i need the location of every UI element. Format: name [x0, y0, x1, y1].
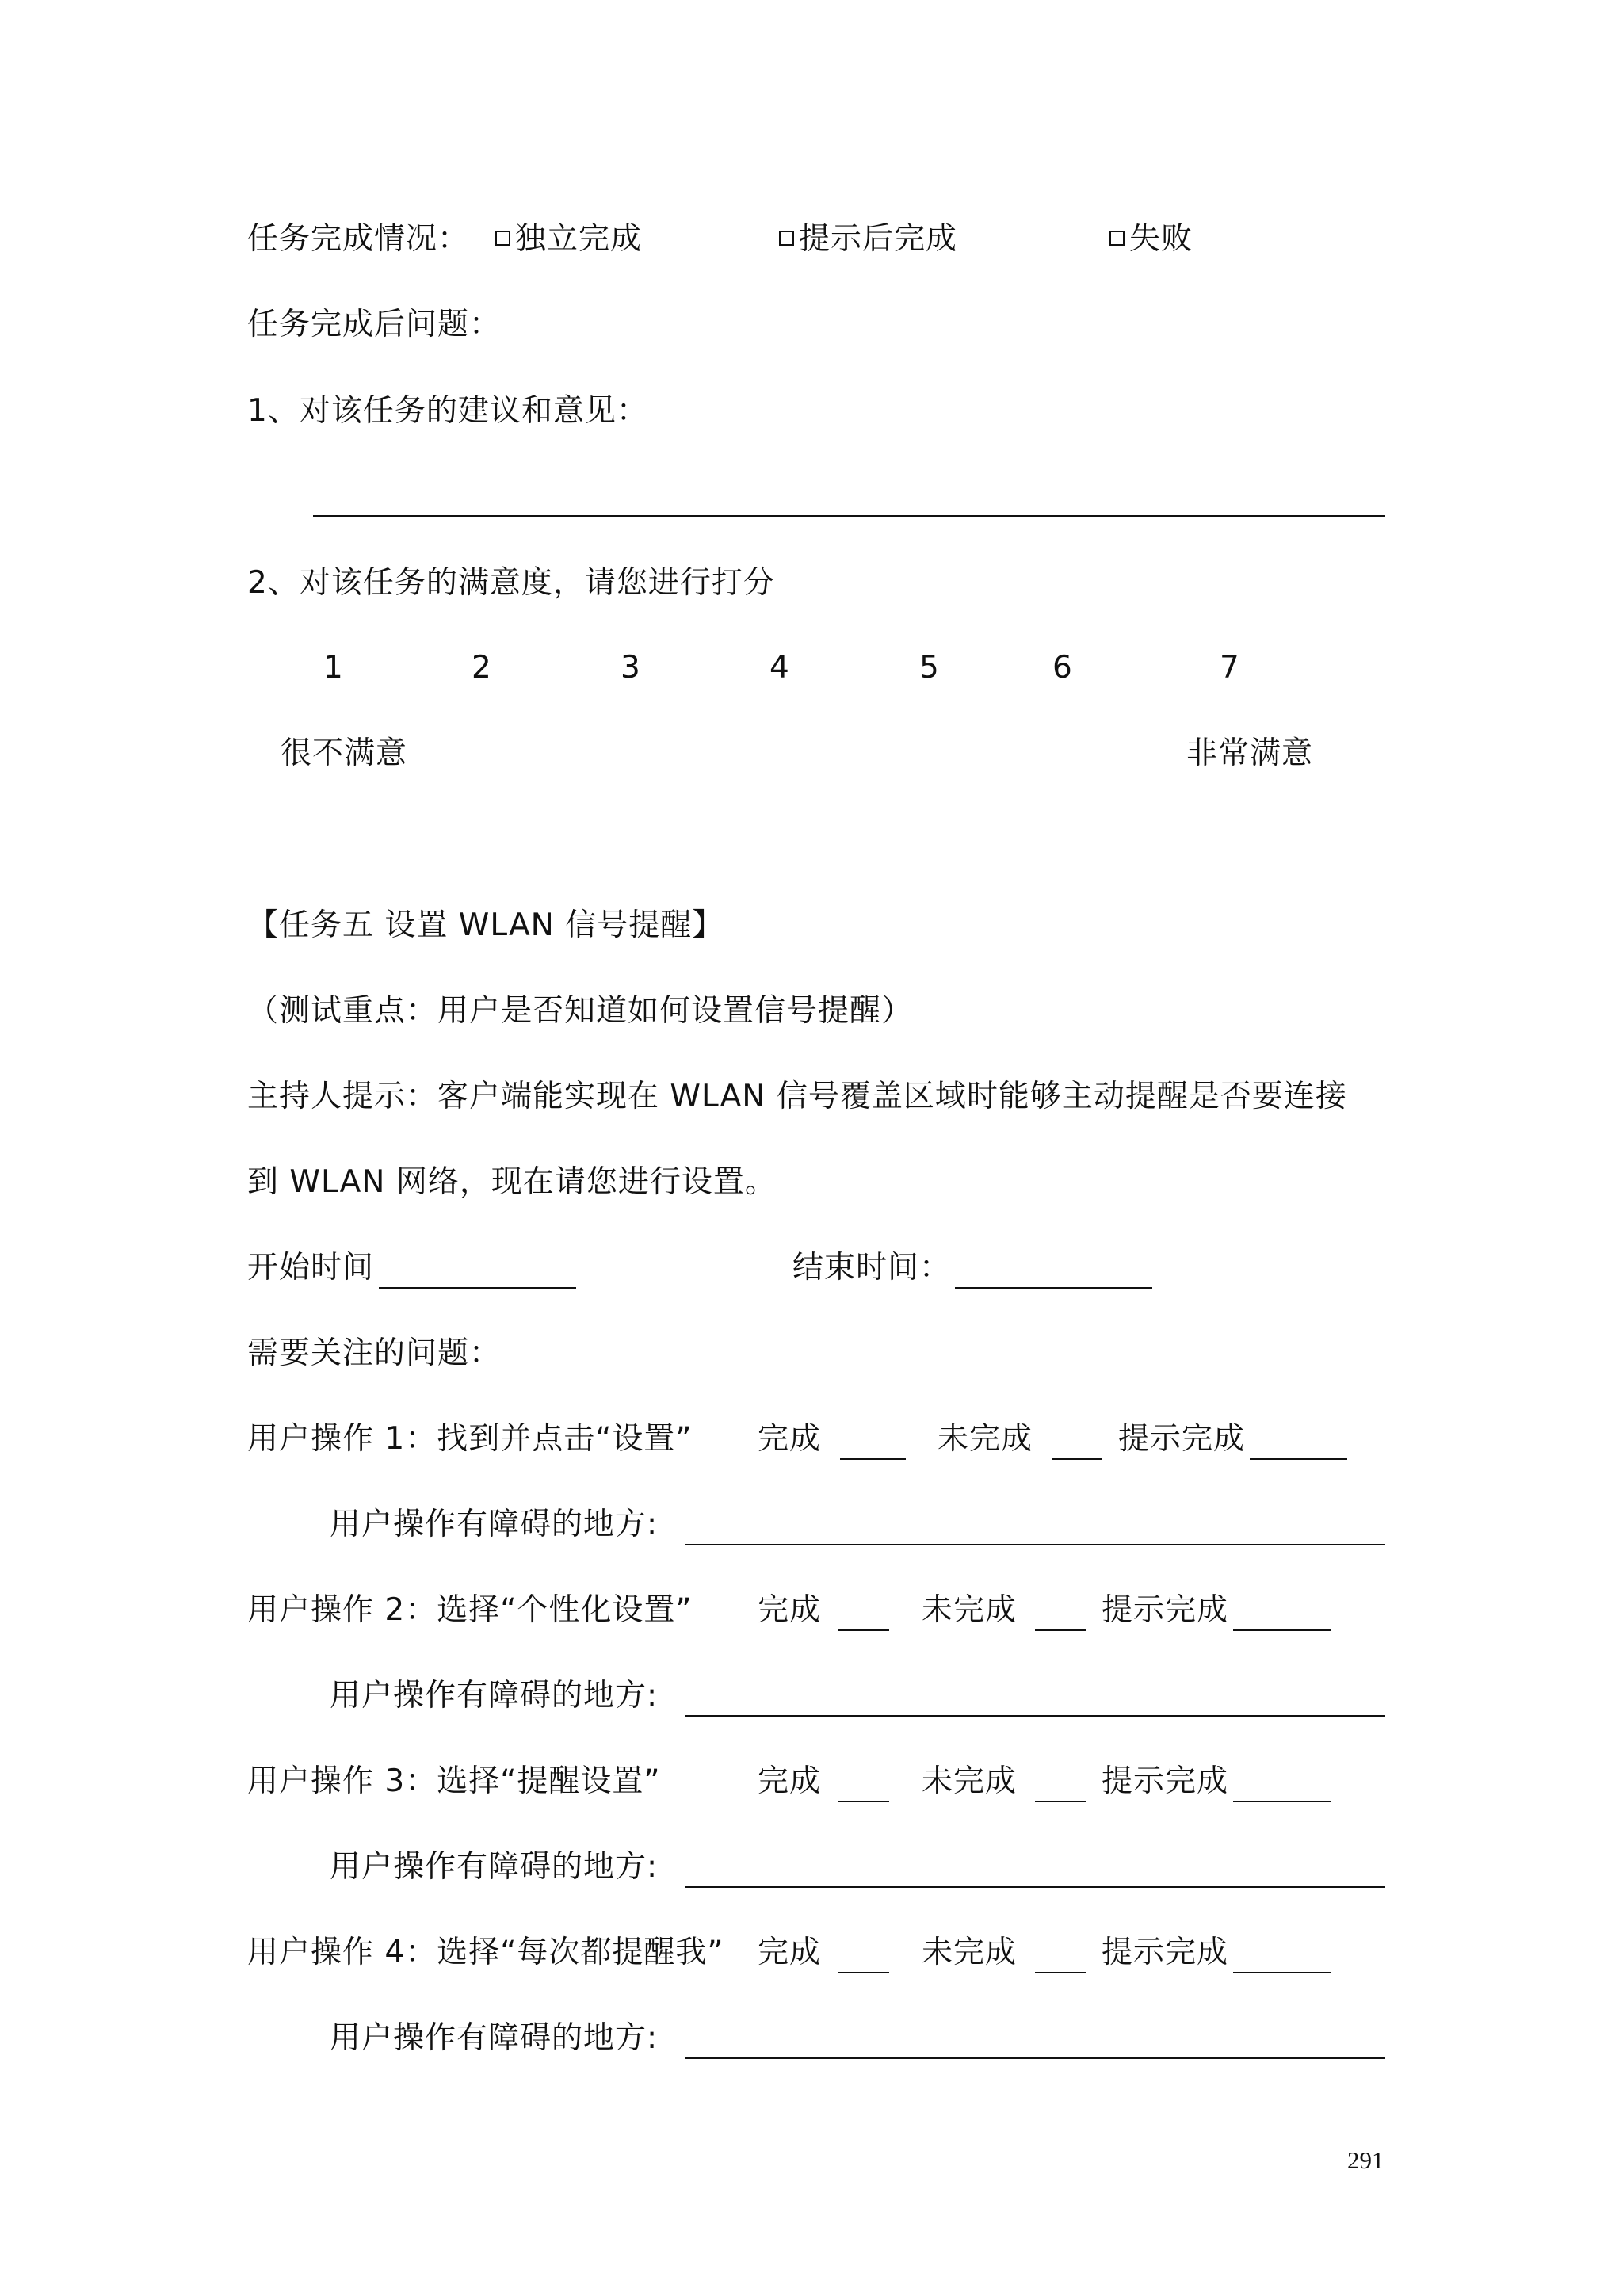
op2-hinted-field[interactable] [1233, 1629, 1331, 1631]
end-time-label: 结束时间： [792, 1250, 952, 1286]
task5-hint-line-2: 到 WLAN 网络，现在请您进行设置。 [247, 1164, 777, 1200]
operation-2-label: 用户操作 2：选择“个性化设置” [247, 1592, 693, 1628]
operation-3-label: 用户操作 3：选择“提醒设置” [247, 1763, 661, 1799]
scale-value-4[interactable]: 4 [769, 650, 790, 686]
attention-heading: 需要关注的问题： [247, 1335, 502, 1371]
op2-not-done-field[interactable] [1035, 1629, 1086, 1631]
operation-1-label: 用户操作 1：找到并点击“设置” [247, 1421, 693, 1457]
scale-value-7[interactable]: 7 [1220, 650, 1240, 686]
scale-low-label: 很不满意 [281, 735, 408, 771]
end-time-field[interactable] [955, 1287, 1152, 1289]
op2-obstacle-field[interactable] [685, 1715, 1385, 1717]
checkbox[interactable] [779, 231, 794, 246]
op1-not-done-label: 未完成 [938, 1421, 1033, 1457]
option-failed[interactable] [1109, 221, 1193, 258]
scale-value-5[interactable]: 5 [919, 650, 940, 686]
op1-obstacle-label: 用户操作有障碍的地方: [330, 1507, 659, 1542]
op1-done-field[interactable] [840, 1458, 906, 1460]
option-label: 独立完成 [515, 221, 643, 257]
op2-done-field[interactable] [838, 1629, 889, 1631]
scale-value-1[interactable]: 1 [323, 650, 344, 686]
op3-hinted-field[interactable] [1233, 1801, 1331, 1802]
op4-obstacle-field[interactable] [685, 2057, 1385, 2059]
task5-title: 【任务五 设置 WLAN 信号提醒】 [247, 907, 724, 943]
op1-hinted-label: 提示完成 [1118, 1421, 1246, 1457]
op4-hinted-label: 提示完成 [1102, 1935, 1229, 1970]
scale-value-2[interactable]: 2 [472, 650, 492, 686]
op4-hinted-field[interactable] [1233, 1972, 1331, 1973]
task5-focus: （测试重点：用户是否知道如何设置信号提醒） [247, 993, 914, 1029]
after-task-heading: 任务完成后问题： [247, 307, 502, 342]
op1-not-done-field[interactable] [1052, 1458, 1102, 1460]
op2-done-label: 完成 [758, 1592, 822, 1628]
option-label: 提示后完成 [799, 221, 958, 257]
op4-done-label: 完成 [758, 1935, 822, 1970]
operation-4-label: 用户操作 4：选择“每次都提醒我” [247, 1935, 724, 1970]
op3-obstacle-field[interactable] [685, 1886, 1385, 1888]
page-number: 291 [1347, 2146, 1384, 2174]
completion-label: 任务完成情况： [247, 221, 470, 257]
checkbox[interactable] [495, 231, 510, 246]
op4-done-field[interactable] [838, 1972, 889, 1973]
op4-obstacle-label: 用户操作有障碍的地方: [330, 2020, 659, 2056]
op4-not-done-field[interactable] [1035, 1972, 1086, 1973]
task5-hint-line-1: 主持人提示：客户端能实现在 WLAN 信号覆盖区域时能够主动提醒是否要连接 [247, 1079, 1347, 1114]
scale-value-6[interactable]: 6 [1052, 650, 1073, 686]
scale-value-3[interactable]: 3 [621, 650, 641, 686]
op2-hinted-label: 提示完成 [1102, 1592, 1229, 1628]
option-hinted[interactable] [779, 221, 957, 258]
op3-done-field[interactable] [838, 1801, 889, 1802]
question-2: 2、对该任务的满意度，请您进行打分 [247, 565, 775, 601]
start-time-field[interactable] [379, 1287, 576, 1289]
op2-not-done-label: 未完成 [922, 1592, 1018, 1628]
scale-high-label: 非常满意 [1186, 735, 1314, 771]
op3-obstacle-label: 用户操作有障碍的地方: [330, 1849, 659, 1885]
question-1: 1、对该任务的建议和意见： [247, 393, 648, 429]
op1-hinted-field[interactable] [1250, 1458, 1347, 1460]
start-time-label: 开始时间 [247, 1250, 375, 1286]
suggestion-answer-line[interactable] [313, 515, 1385, 517]
checkbox[interactable] [1109, 231, 1125, 246]
op2-obstacle-label: 用户操作有障碍的地方: [330, 1678, 659, 1713]
op4-not-done-label: 未完成 [922, 1935, 1018, 1970]
option-label: 失败 [1129, 221, 1193, 257]
op3-not-done-label: 未完成 [922, 1763, 1018, 1799]
op3-not-done-field[interactable] [1035, 1801, 1086, 1802]
op1-done-label: 完成 [758, 1421, 822, 1457]
op1-obstacle-field[interactable] [685, 1544, 1385, 1545]
op3-done-label: 完成 [758, 1763, 822, 1799]
option-independent[interactable] [495, 221, 642, 258]
op3-hinted-label: 提示完成 [1102, 1763, 1229, 1799]
